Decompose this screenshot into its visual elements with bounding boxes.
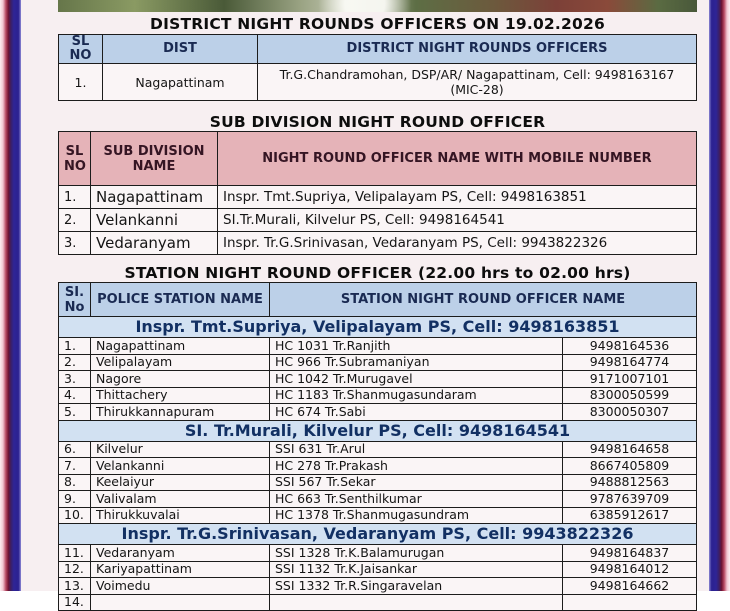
table-row bbox=[59, 458, 697, 475]
subdiv-header-name: SUB DIVISION NAME bbox=[91, 132, 218, 186]
decorative-border-right bbox=[709, 0, 730, 591]
district-header-officers: DISTRICT NIGHT ROUNDS OFFICERS bbox=[258, 35, 697, 64]
table-row bbox=[59, 232, 697, 255]
subdiv-row-name: Velankanni bbox=[91, 209, 218, 232]
table-row bbox=[59, 545, 697, 562]
station-row-cell: 8300050599 bbox=[563, 387, 697, 404]
station-row-cell: 9171007101 bbox=[563, 371, 697, 388]
station-row-sl: 5. bbox=[59, 404, 91, 421]
group-header-text: Inspr. Tmt.Supriya, Velipalayam PS, Cell: 9498163851 bbox=[59, 317, 697, 338]
station-row-sl: 14. bbox=[59, 594, 91, 611]
table-row bbox=[59, 387, 697, 404]
station-row-station: Nagapattinam bbox=[91, 338, 270, 355]
station-row-sl: 10. bbox=[59, 507, 91, 524]
decorative-border-left bbox=[0, 0, 21, 591]
table-row bbox=[59, 507, 697, 524]
group-header-row bbox=[59, 420, 697, 441]
subdivision-officers-table bbox=[58, 131, 697, 255]
subdiv-row-officer: SI.Tr.Murali, Kilvelur PS, Cell: 9498164541 bbox=[218, 209, 697, 232]
station-row-sl: 11. bbox=[59, 545, 91, 562]
notice-content bbox=[58, 0, 697, 611]
subdiv-row-name: Nagapattinam bbox=[91, 186, 218, 209]
table-row bbox=[59, 186, 697, 209]
subdiv-header-slno: SL NO bbox=[59, 132, 91, 186]
district-row-sl: 1. bbox=[59, 64, 103, 101]
station-row-officer: HC 966 Tr.Subramaniyan bbox=[270, 354, 563, 371]
station-row-station: Voimedu bbox=[91, 578, 270, 595]
station-row-station: Thirukkannapuram bbox=[91, 404, 270, 421]
station-row-station: Thirukkuvalai bbox=[91, 507, 270, 524]
station-row-cell: 6385912617 bbox=[563, 507, 697, 524]
station-row-officer: HC 1378 Tr.Shanmugasundram bbox=[270, 507, 563, 524]
station-row-officer: SSI 1328 Tr.K.Balamurugan bbox=[270, 545, 563, 562]
subdiv-row-sl: 2. bbox=[59, 209, 91, 232]
station-row-station: Velipalayam bbox=[91, 354, 270, 371]
station-row-station: Thittachery bbox=[91, 387, 270, 404]
station-row-sl: 12. bbox=[59, 561, 91, 578]
table-row bbox=[59, 354, 697, 371]
station-row-cell: 9498164837 bbox=[563, 545, 697, 562]
station-row-officer: SSI 1132 Tr.K.Jaisankar bbox=[270, 561, 563, 578]
subdiv-row-sl: 3. bbox=[59, 232, 91, 255]
station-row-sl: 8. bbox=[59, 474, 91, 491]
table-row bbox=[59, 594, 697, 611]
district-row-dist: Nagapattinam bbox=[103, 64, 258, 101]
station-row-officer bbox=[270, 594, 563, 611]
station-row-station: Velankanni bbox=[91, 458, 270, 475]
station-row-cell: 9488812563 bbox=[563, 474, 697, 491]
table-row bbox=[59, 371, 697, 388]
station-row-station: Keelaiyur bbox=[91, 474, 270, 491]
header-photo-strip bbox=[58, 0, 697, 12]
table-row bbox=[59, 441, 697, 458]
table-row bbox=[59, 209, 697, 232]
station-section-title: STATION NIGHT ROUND OFFICER (22.00 hrs to 02.00 hrs) bbox=[124, 264, 631, 282]
district-row-officer: Tr.G.Chandramohan, DSP/AR/ Nagapattinam, Cell: 9498163167 (MIC-28) bbox=[258, 64, 697, 101]
station-header-psname: POLICE STATION NAME bbox=[91, 283, 270, 317]
subdiv-row-officer: Inspr. Tr.G.Srinivasan, Vedaranyam PS, Cell: 9943822326 bbox=[218, 232, 697, 255]
table-row bbox=[59, 338, 697, 355]
group-header-text: Inspr. Tr.G.Srinivasan, Vedaranyam PS, Cell: 9943822326 bbox=[59, 524, 697, 545]
station-row-cell: 8300050307 bbox=[563, 404, 697, 421]
station-row-officer: HC 278 Tr.Prakash bbox=[270, 458, 563, 475]
district-officers-table bbox=[58, 34, 697, 101]
subdivision-section-title: SUB DIVISION NIGHT ROUND OFFICER bbox=[209, 113, 546, 131]
station-row-officer: HC 1042 Tr.Murugavel bbox=[270, 371, 563, 388]
subdiv-header-officer: NIGHT ROUND OFFICER NAME WITH MOBILE NUMBER bbox=[218, 132, 697, 186]
group-header-row bbox=[59, 524, 697, 545]
station-row-sl: 9. bbox=[59, 491, 91, 508]
station-row-station: Kilvelur bbox=[91, 441, 270, 458]
table-row bbox=[59, 64, 697, 101]
table-row bbox=[59, 404, 697, 421]
district-header-dist: DIST bbox=[103, 35, 258, 64]
group-header-text: SI. Tr.Murali, Kilvelur PS, Cell: 9498164541 bbox=[59, 420, 697, 441]
station-row-officer: HC 674 Tr.Sabi bbox=[270, 404, 563, 421]
station-row-officer: SSI 567 Tr.Sekar bbox=[270, 474, 563, 491]
station-row-cell: 9498164774 bbox=[563, 354, 697, 371]
table-row bbox=[59, 491, 697, 508]
group-header-row bbox=[59, 317, 697, 338]
station-row-sl: 2. bbox=[59, 354, 91, 371]
station-row-station: Vedaranyam bbox=[91, 545, 270, 562]
station-row-officer: HC 663 Tr.Senthilkumar bbox=[270, 491, 563, 508]
table-row bbox=[59, 474, 697, 491]
station-row-sl: 6. bbox=[59, 441, 91, 458]
station-row-sl: 4. bbox=[59, 387, 91, 404]
district-section-title: DISTRICT NIGHT ROUNDS OFFICERS ON 19.02.2026 bbox=[150, 15, 605, 33]
station-row-cell: 9498164536 bbox=[563, 338, 697, 355]
station-row-sl: 1. bbox=[59, 338, 91, 355]
station-row-cell: 8667405809 bbox=[563, 458, 697, 475]
station-officers-table bbox=[58, 282, 697, 611]
station-header-slno: SI. No bbox=[59, 283, 91, 317]
station-row-officer: HC 1183 Tr.Shanmugasundaram bbox=[270, 387, 563, 404]
station-row-officer: HC 1031 Tr.Ranjith bbox=[270, 338, 563, 355]
station-row-sl: 7. bbox=[59, 458, 91, 475]
station-row-station: Valivalam bbox=[91, 491, 270, 508]
station-row-station: Nagore bbox=[91, 371, 270, 388]
station-row-cell: 9498164012 bbox=[563, 561, 697, 578]
station-row-cell bbox=[563, 594, 697, 611]
station-row-sl: 13. bbox=[59, 578, 91, 595]
table-row bbox=[59, 561, 697, 578]
subdiv-row-sl: 1. bbox=[59, 186, 91, 209]
station-row-station bbox=[91, 594, 270, 611]
station-row-station: Kariyapattinam bbox=[91, 561, 270, 578]
station-row-officer: SSI 1332 Tr.R.Singaravelan bbox=[270, 578, 563, 595]
table-row bbox=[59, 578, 697, 595]
district-header-slno: SL NO bbox=[59, 35, 103, 64]
station-row-cell: 9787639709 bbox=[563, 491, 697, 508]
subdiv-row-name: Vedaranyam bbox=[91, 232, 218, 255]
station-row-cell: 9498164662 bbox=[563, 578, 697, 595]
station-row-officer: SSI 631 Tr.Arul bbox=[270, 441, 563, 458]
station-header-officer: STATION NIGHT ROUND OFFICER NAME bbox=[270, 283, 697, 317]
subdiv-row-officer: Inspr. Tmt.Supriya, Velipalayam PS, Cell: 9498163851 bbox=[218, 186, 697, 209]
station-row-cell: 9498164658 bbox=[563, 441, 697, 458]
station-row-sl: 3. bbox=[59, 371, 91, 388]
